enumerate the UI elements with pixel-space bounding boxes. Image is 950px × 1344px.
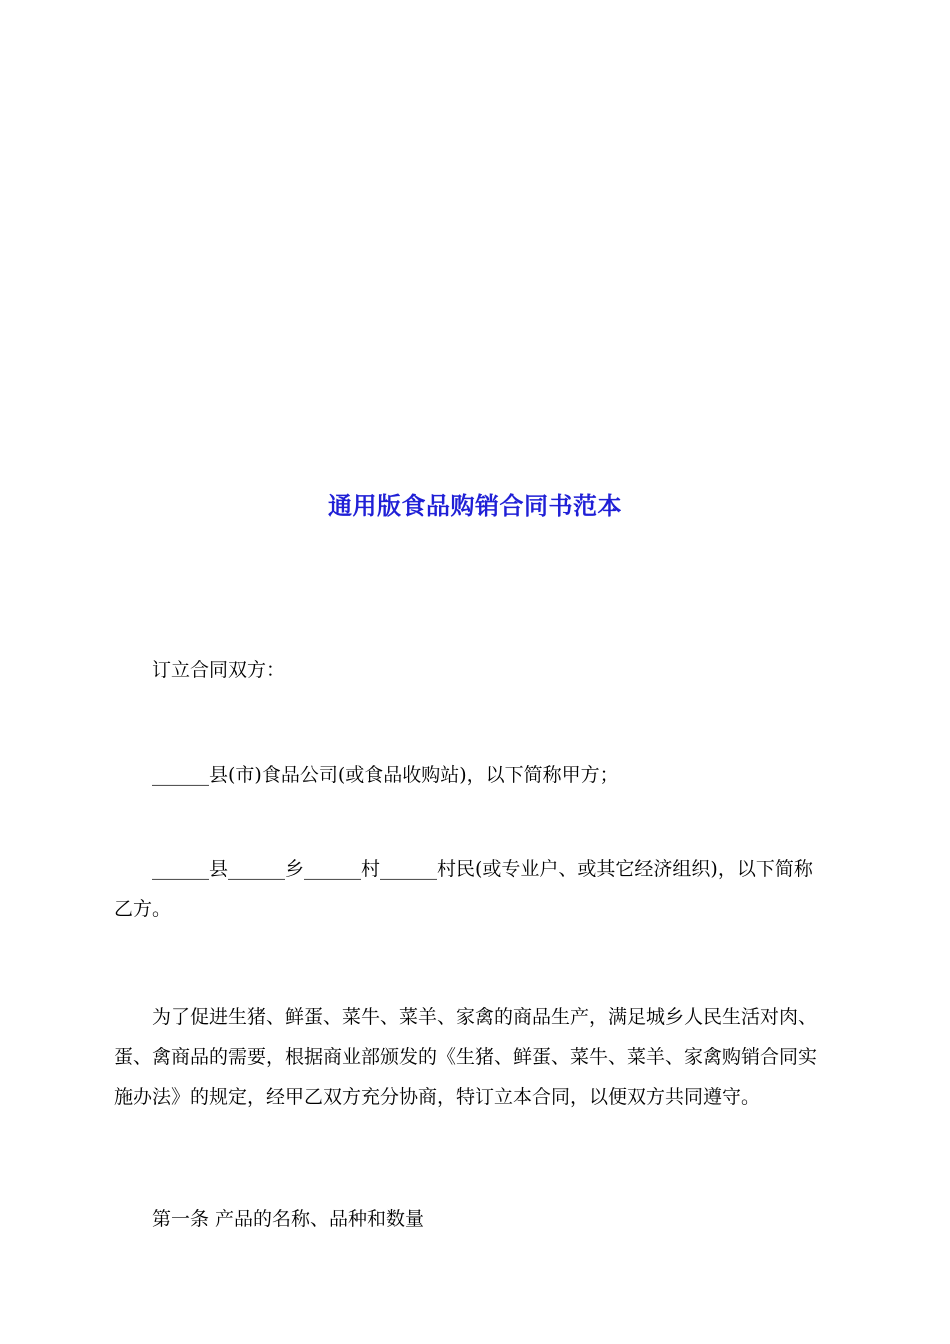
paragraph-line: 为了促进生猪、鲜蛋、菜牛、菜羊、家禽的商品生产，满足城乡人民生活对肉、 bbox=[152, 1006, 818, 1028]
paragraph-line: 乙方。 bbox=[114, 898, 172, 920]
paragraph-line: 订立合同双方： bbox=[152, 659, 286, 681]
paragraph-line: 施办法》的规定，经甲乙双方充分协商，特订立本合同，以便双方共同遵守。 bbox=[114, 1086, 761, 1108]
paragraph-line: 第一条 产品的名称、品种和数量 bbox=[152, 1208, 425, 1230]
paragraph-line: ______县(市)食品公司(或食品收购站)，以下简称甲方； bbox=[152, 764, 619, 786]
paragraph-line: ______县______乡______村______村民(或专业户、或其它经济组织)，以下简称 bbox=[152, 858, 813, 880]
paragraph-party-a bbox=[114, 755, 838, 795]
article-1-heading bbox=[114, 1199, 838, 1239]
paragraph-line: 蛋、禽商品的需要，根据商业部颁发的《生猪、鲜蛋、菜牛、菜羊、家禽购销合同实 bbox=[114, 1046, 818, 1068]
document-title: 通用版食品购销合同书范本 bbox=[328, 492, 622, 520]
paragraph-purpose bbox=[114, 997, 838, 1117]
paragraph-party-b bbox=[114, 849, 838, 929]
paragraph-parties-intro bbox=[114, 650, 838, 690]
